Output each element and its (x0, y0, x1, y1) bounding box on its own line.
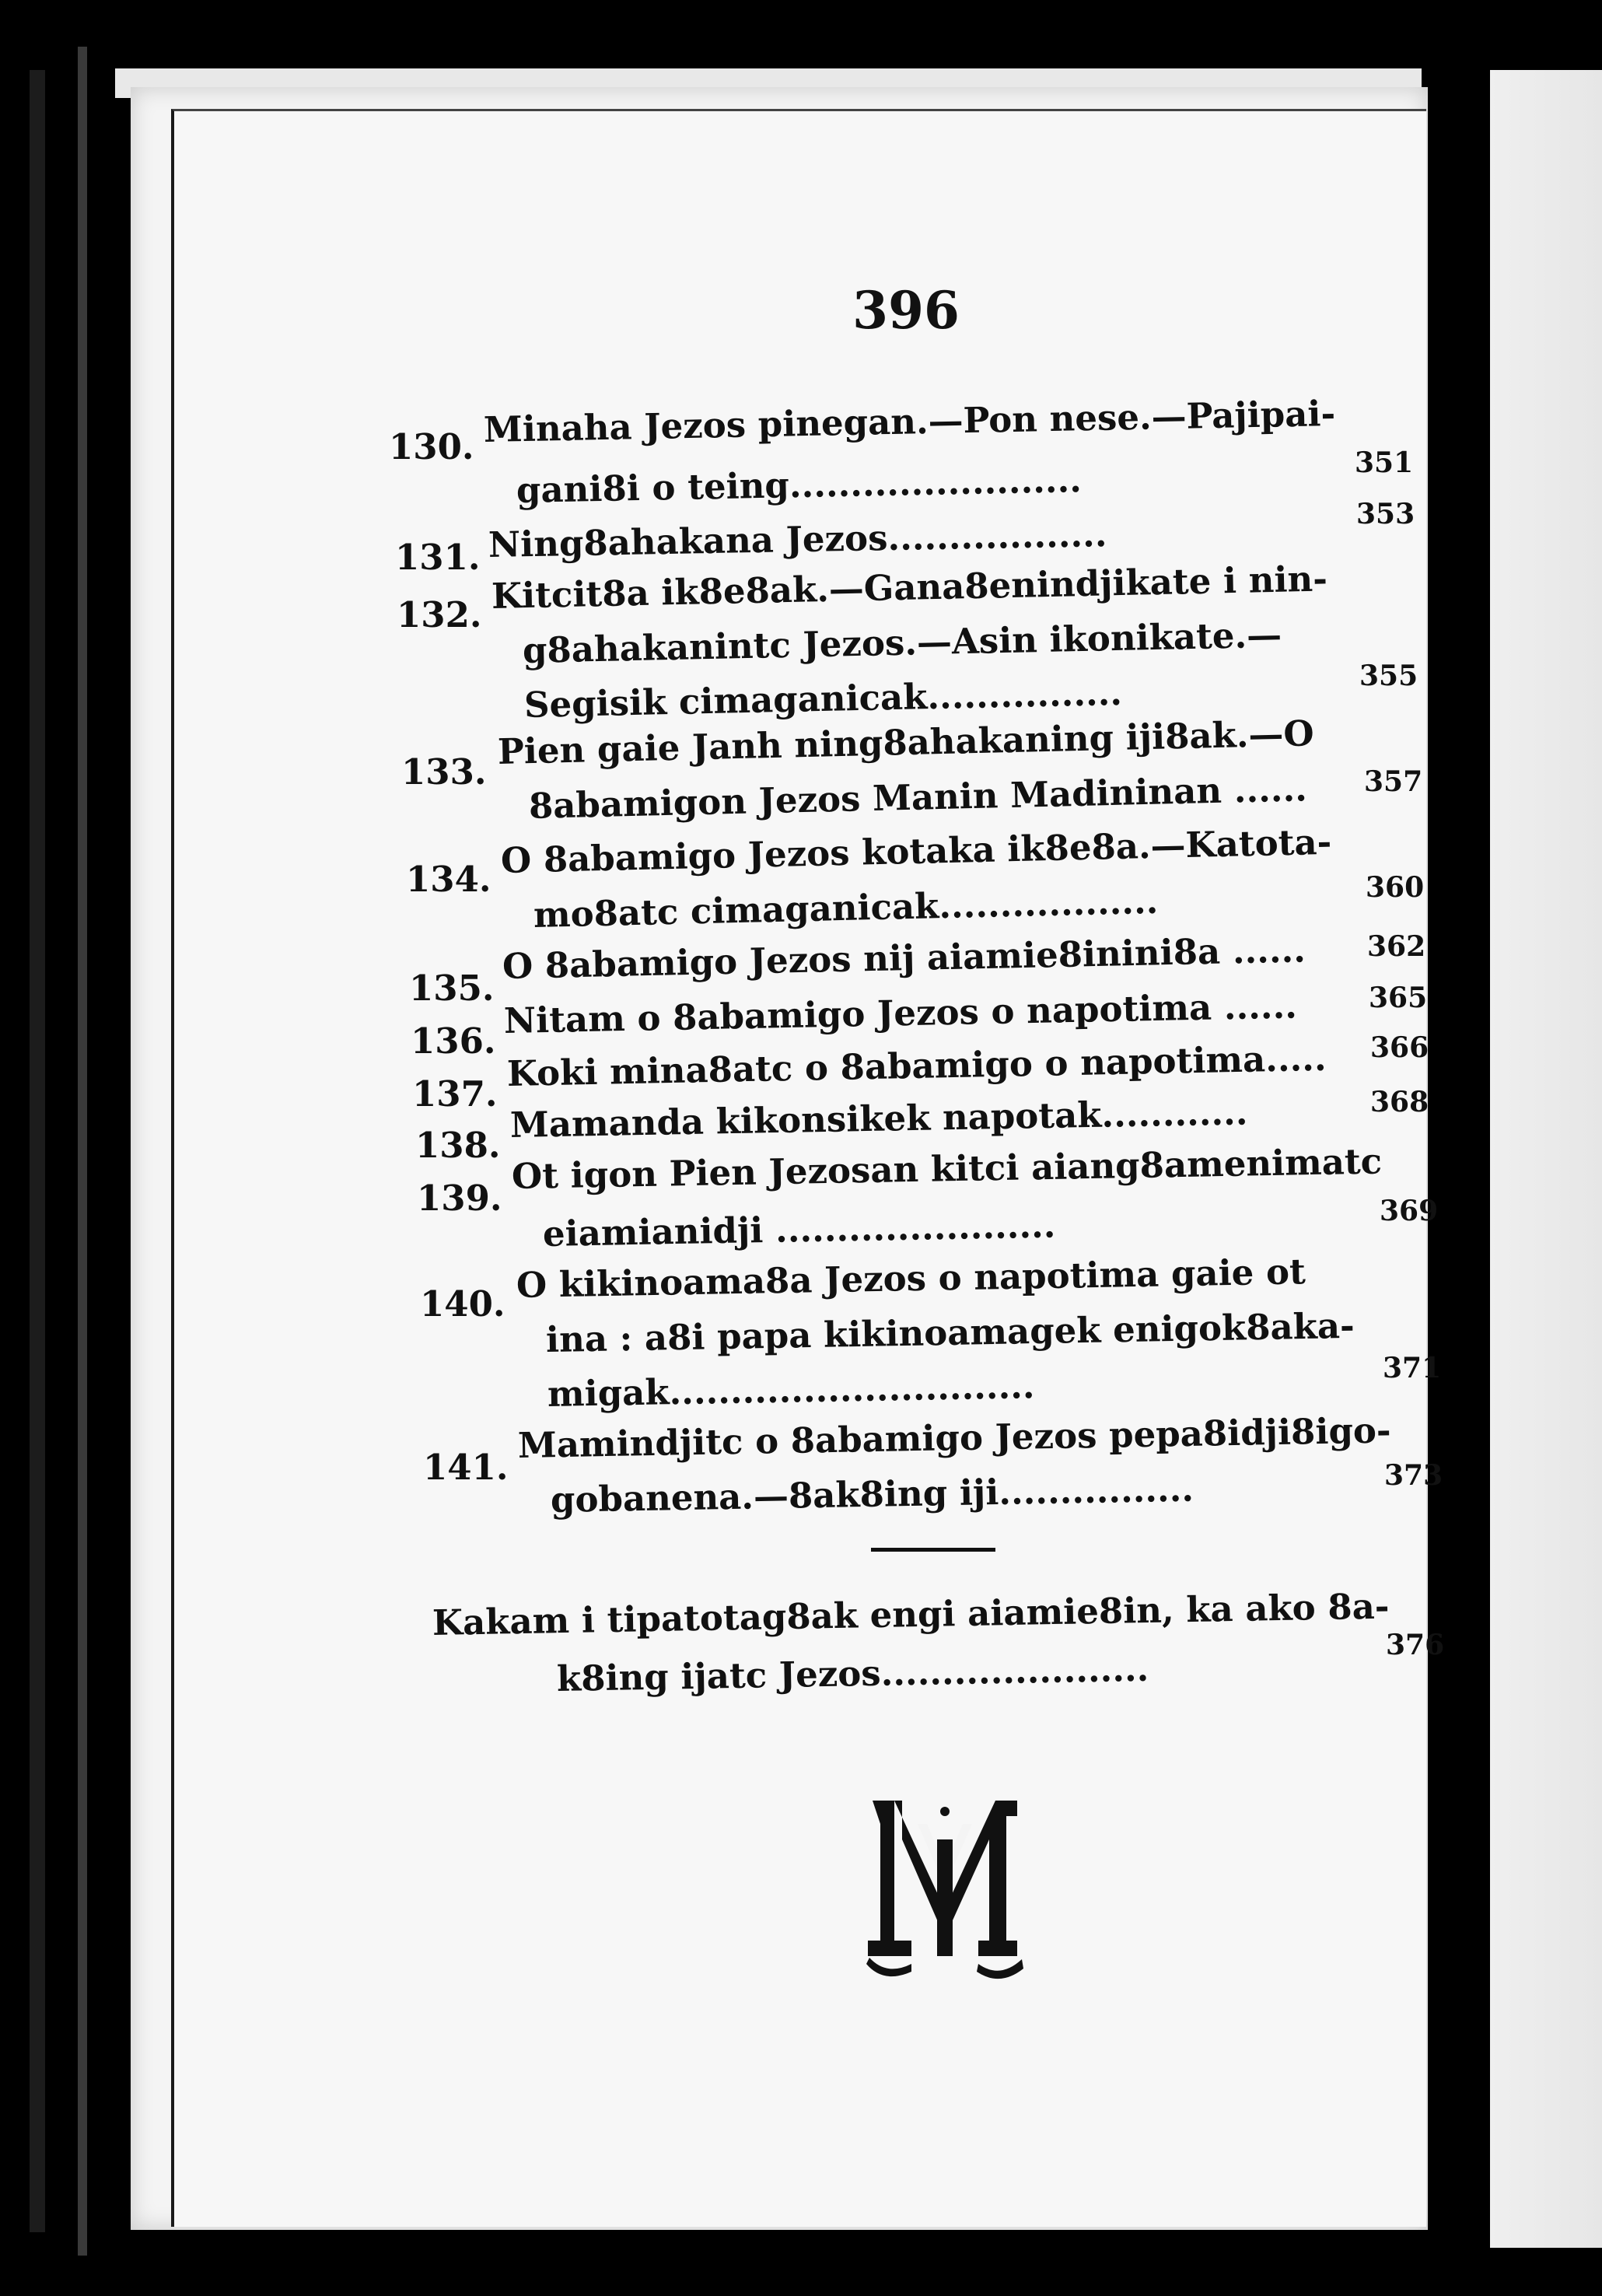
entry-page-ref: 360 (1366, 871, 1425, 904)
entry-title-line: 8abamigon Jezos Manin Madininan ...... (528, 768, 1308, 827)
page-edge-line (78, 47, 87, 2256)
entry-title-line: Kakam i tipatotag8ak engi aiamie8in, ka ako 8a- (432, 1585, 1390, 1643)
entry-title-line: Pien gaie Janh ning8ahakaning iji8ak.—O (497, 712, 1315, 772)
entry-page-ref: 368 (1370, 1086, 1429, 1118)
entry-number: 132. (397, 594, 482, 635)
page-edge-shadow (30, 70, 45, 2232)
entry-number: 133. (401, 751, 487, 793)
entry-title-line: O 8abamigo Jezos nij aiamie8inini8a ...... (502, 929, 1306, 987)
entry-title-line: gobanena.—8ak8ing iji................ (550, 1468, 1195, 1521)
entry-title-line: O 8abamigo Jezos kotaka ik8e8a.—Katota- (500, 821, 1332, 881)
entry-title-line: gani8i o teing........................ (516, 459, 1083, 511)
entry-number: 139. (417, 1178, 502, 1219)
page-number: 396 (852, 280, 960, 341)
entry-title-line: eiamianidji ....................... (542, 1204, 1056, 1255)
entry-title-line: Kitcit8a ik8e8ak.—Gana8enindjikate i nin- (491, 558, 1328, 617)
entry-title-line: Ot igon Pien Jezosan kitci aiang8amenimatc (511, 1140, 1383, 1197)
entry-number: 134. (406, 859, 491, 900)
section-divider (871, 1548, 995, 1552)
left-book-edge (0, 0, 117, 2296)
entry-page-ref: 376 (1386, 1629, 1445, 1661)
entry-number: 137. (412, 1073, 498, 1115)
entry-page-ref: 357 (1364, 765, 1423, 798)
entry-number: 140. (420, 1283, 505, 1325)
entry-title-line: k8ing ijatc Jezos...................... (556, 1647, 1149, 1699)
entry-title-line: Segisik cimaganicak................ (523, 671, 1123, 726)
entry-page-ref: 362 (1367, 930, 1426, 963)
entry-title-line: migak.............................. (547, 1365, 1035, 1415)
entry-number: 135. (409, 968, 495, 1009)
entry-number: 141. (423, 1447, 509, 1488)
entry-page-ref: 369 (1380, 1195, 1439, 1227)
entry-page-ref: 365 (1369, 982, 1428, 1014)
right-facing-page-edge (1468, 70, 1602, 2248)
entry-number: 130. (389, 426, 474, 467)
entry-title-line: Minaha Jezos pinegan.—Pon nese.—Pajipai- (483, 392, 1336, 450)
entry-page-ref: 371 (1383, 1352, 1442, 1384)
entry-title-line: Ning8ahakana Jezos.................. (488, 513, 1107, 565)
entry-title-line: Nitam o 8abamigo Jezos o napotima ...... (503, 985, 1298, 1041)
entry-title-line: O kikinoama8a Jezos o napotima gaie ot (516, 1251, 1306, 1306)
entry-title-line: ina : a8i papa kikinoamagek enigok8aka- (545, 1304, 1355, 1360)
entry-page-ref: 373 (1384, 1459, 1443, 1492)
entry-title-line: Mamindjitc o 8abamigo Jezos pepa8idji8igo- (517, 1409, 1392, 1466)
entry-title-line: Mamanda kikonsikek napotak............ (509, 1091, 1248, 1146)
entry-page-ref: 353 (1356, 498, 1415, 530)
entry-number: 138. (415, 1125, 501, 1166)
entry-number: 136. (411, 1020, 496, 1062)
entry-title-line: Koki mina8atc o 8abamigo o napotima..... (506, 1037, 1327, 1094)
entry-page-ref: 355 (1359, 660, 1418, 692)
entry-page-ref: 351 (1355, 446, 1414, 479)
entry-title-line: mo8atc cimaganicak.................. (533, 880, 1159, 936)
entry-title-line: g8ahakanintc Jezos.—Asin ikonikate.— (522, 614, 1282, 671)
entry-number: 131. (395, 537, 481, 578)
entry-page-ref: 366 (1370, 1031, 1429, 1064)
marian-monogram-icon (863, 1793, 1027, 1979)
